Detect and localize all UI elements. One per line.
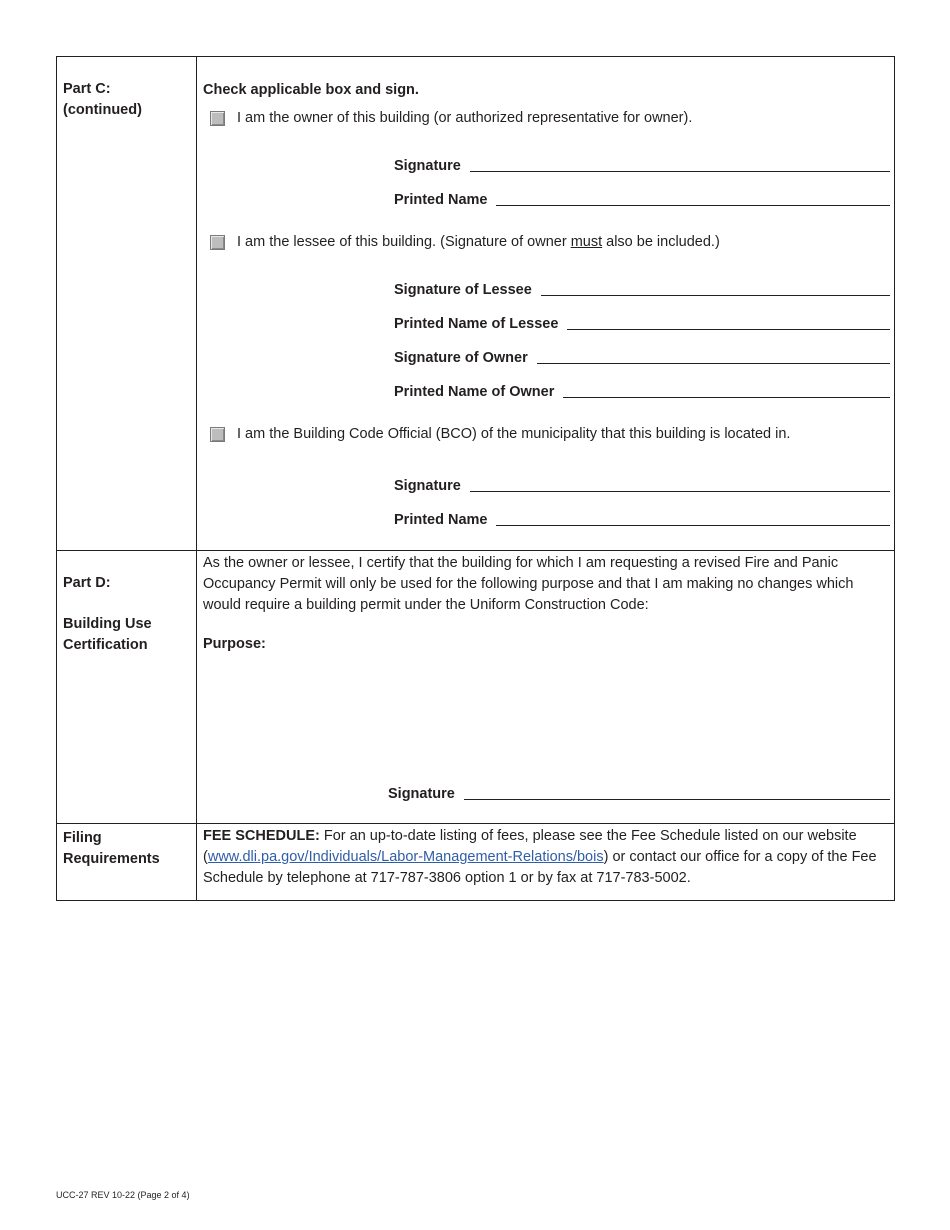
website-link[interactable]: www.dli.pa.gov/Individuals/Labor-Management-Relations/bois (207, 849, 604, 865)
bco-checkbox[interactable] (210, 427, 225, 442)
lessee-printed-name-field[interactable] (567, 311, 890, 330)
owner-option (203, 108, 890, 129)
filing-row (57, 824, 895, 901)
owner-printed-name-field[interactable] (496, 187, 890, 206)
filing-label-line1: Filing (63, 830, 102, 846)
ucc27-form-table (56, 56, 895, 901)
filing-content-cell (197, 824, 895, 901)
part-d-row (57, 551, 895, 824)
owner-checkbox[interactable] (210, 111, 225, 126)
owner-signature-row (394, 142, 890, 176)
part-d-signature-label: Signature (388, 786, 455, 802)
part-d-signature-field[interactable] (464, 781, 890, 800)
fee-schedule-text-post: ) or contact our office for a copy of the Fee Schedule by telephone at 717-787-3806 option 1 or by fax at 717-783-5002. (203, 849, 877, 886)
owner-option-text: I am the owner of this building (or authorized representative for owner). (237, 110, 693, 126)
lessee-owner-printed-name-field[interactable] (563, 379, 890, 398)
part-d-title-line2: Certification (63, 637, 148, 653)
part-c-heading: Check applicable box and sign. (203, 82, 419, 98)
bco-printed-name-row (394, 496, 890, 530)
part-d-label: Part D: (63, 575, 111, 591)
owner-signature-block (203, 142, 890, 210)
owner-signature-label: Signature (394, 158, 461, 174)
part-d-signature-row (388, 770, 890, 804)
lessee-option-emphasis: must (570, 234, 603, 250)
owner-printed-name-label: Printed Name (394, 192, 488, 208)
lessee-owner-printed-name-label: Printed Name of Owner (394, 384, 555, 400)
lessee-option-text (237, 232, 720, 253)
bco-printed-name-field[interactable] (496, 507, 890, 526)
part-c-row (57, 57, 895, 551)
part-c-continued: (continued) (63, 102, 142, 118)
lessee-printed-name-label: Printed Name of Lessee (394, 316, 559, 332)
fee-schedule-heading: FEE SCHEDULE: (203, 828, 320, 844)
lessee-owner-signature-label: Signature of Owner (394, 350, 528, 366)
bco-signature-block (203, 462, 890, 530)
lessee-printed-name-row (394, 300, 890, 334)
lessee-owner-printed-name-row (394, 368, 890, 402)
part-d-title-line1: Building Use (63, 616, 152, 632)
lessee-signature-label: Signature of Lessee (394, 282, 532, 298)
purpose-label: Purpose: (203, 636, 266, 652)
filing-label-cell (57, 824, 197, 901)
bco-signature-label: Signature (394, 478, 461, 494)
lessee-owner-signature-field[interactable] (537, 345, 890, 364)
lessee-option-text-post: also be included.) (602, 234, 720, 250)
lessee-checkbox[interactable] (210, 235, 225, 250)
bco-signature-field[interactable] (470, 473, 890, 492)
fee-schedule-text (197, 824, 894, 900)
page-footer: UCC-27 REV 10-22 (Page 2 of 4) (56, 1190, 190, 1200)
certification-statement: As the owner or lessee, I certify that the building for which I am requesting a revised Fire and Panic Occupancy Permit will only be used for the following purpose and that I am making no changes which would require a building permit under the Uniform Construction Code: (203, 555, 854, 613)
fee-schedule-text-pre: For an up-to-date listing of fees, please see the Fee Schedule listed on our website ( (203, 828, 857, 865)
lessee-owner-signature-row (394, 334, 890, 368)
part-c-content-cell (197, 57, 895, 551)
bco-signature-row (394, 462, 890, 496)
lessee-option-text-pre: I am the lessee of this building. (Signature of owner (237, 234, 571, 250)
lessee-signature-block (203, 266, 890, 402)
bco-printed-name-label: Printed Name (394, 512, 488, 528)
bco-option (203, 424, 890, 445)
filing-label-line2: Requirements (63, 851, 160, 867)
lessee-signature-field[interactable] (541, 277, 890, 296)
lessee-signature-row (394, 266, 890, 300)
owner-signature-field[interactable] (470, 153, 890, 172)
part-c-label: Part C: (63, 81, 111, 97)
owner-printed-name-row (394, 176, 890, 210)
part-d-label-cell (57, 551, 197, 824)
part-d-content-cell (197, 551, 895, 824)
lessee-option (203, 232, 890, 253)
part-c-label-cell (57, 57, 197, 551)
bco-option-text: I am the Building Code Official (BCO) of the municipality that this building is located in. (237, 426, 791, 442)
